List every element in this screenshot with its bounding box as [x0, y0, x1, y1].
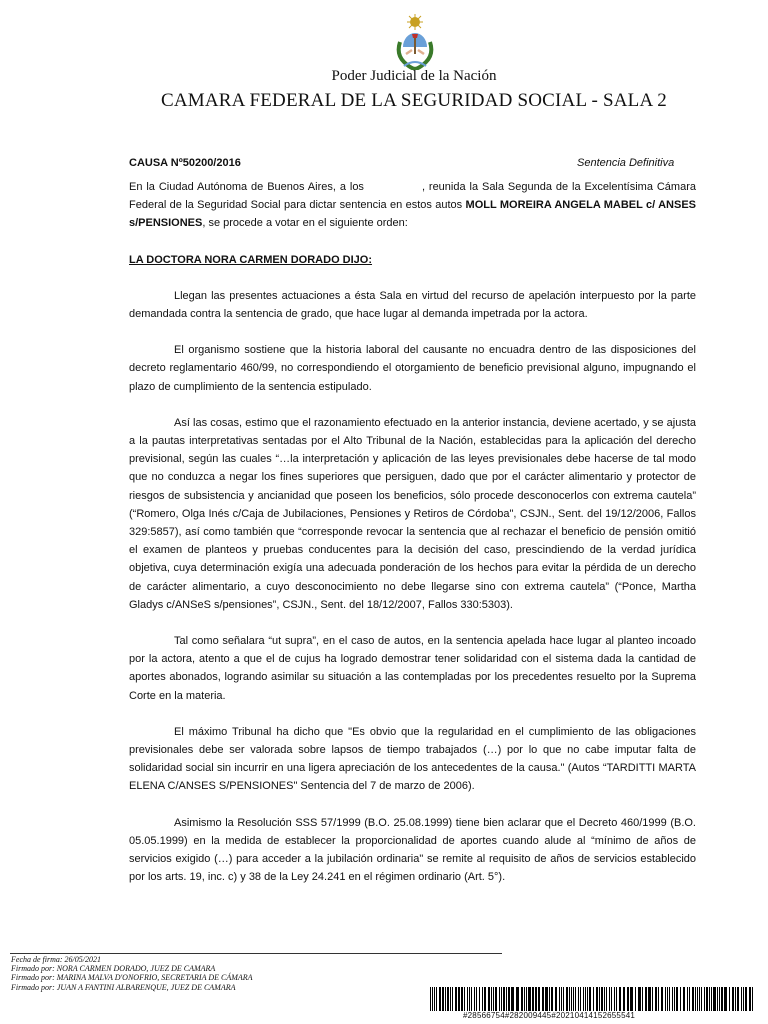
signature-line: Firmado por: NORA CARMEN DORADO, JUEZ DE CAMARA — [11, 964, 216, 974]
signature-divider — [10, 953, 502, 954]
signature-block — [11, 955, 253, 992]
intro-paragraph: En la Ciudad Autónoma de Buenos Aires, a los , reunida la Sala Segunda de la Excelentísima Cámara Federal de la Seguridad Social para dictar sentencia en estos autos MOLL MOREIRA ANGELA MABEL c/ ANSES s/PENSIONES, se procede a votar en el siguiente orden: — [129, 181, 696, 230]
institution-title: Poder Judicial de la Nación — [331, 68, 497, 84]
signature-line: Firmado por: JUAN A FANTINI ALBARENQUE, JUEZ DE CAMARA — [11, 982, 236, 992]
paragraph-2: El organismo sostiene que la historia laboral del causante no encuadra dentro de las disposiciones del decreto reglamentario 460/99, no correspondiendo el otorgamiento de beneficio previsional alguno, impugnando el plazo de cumplimiento de la sentencia estipulado. — [129, 344, 696, 393]
signature-date: Fecha de firma: 26/05/2021 — [11, 955, 101, 964]
paragraph-6: Asimismo la Resolución SSS 57/1999 (B.O. 25.08.1999) tiene bien aclarar que el Decreto 460/1999 (B.O. 05.05.1999) en la medida de establecer la proporcionalidad de aportes cuando alude al “mínimo de años de servicios exigido (…) para acceder a la jubilación ordinaria" se remite al requisito de años de servicios establecido por los arts. 19, inc. c) y 38 de la Ley 24.241 en el régimen ordinario (Art. 5°). — [129, 816, 696, 884]
barcode-number: #28566754#282009445#20210414152655541 — [463, 1011, 636, 1020]
coat-of-arms-icon — [390, 14, 440, 70]
case-number: CAUSA Nº50200/2016 — [129, 157, 241, 169]
signature-line: Firmado por: MARINA MALVA D'ONOFRIO, SECRETARIA DE CÁMARA — [11, 973, 253, 983]
document-body — [129, 178, 696, 905]
paragraph-5: El máximo Tribunal ha dicho que "Es obvio que la regularidad en el cumplimiento de las obligaciones previsionales debe ser valorada sobre lapsos de tiempo trabajados (…) por lo que no cabe imputar falta de solidaridad social sin incurrir en una ligera apreciación de los antecedentes de la causa." (Autos “TARDITTI MARTA ELENA C/ANSES S/PENSIONES" Sentencia del 7 de marzo de 2006). — [129, 725, 696, 793]
vote-heading: LA DOCTORA NORA CARMEN DORADO DIJO: — [129, 253, 373, 266]
chamber-title: CAMARA FEDERAL DE LA SEGURIDAD SOCIAL - SALA 2 — [160, 90, 668, 111]
case-parties: MOLL MOREIRA ANGELA MABEL c/ ANSES s/PENSIONES — [129, 199, 696, 230]
sentence-type: Sentencia Definitiva — [577, 157, 675, 169]
paragraph-3: Así las cosas, estimo que el razonamiento efectuado en la anterior instancia, deviene acertado, y se ajusta a la pautas interpretativas sentadas por el Alto Tribunal de la Nación, establecidas para la aplicación del derecho previsional, según las cuales “…la interpretación y aplicación de las leyes previsionales debe hacerse de tal modo que no conduzca a negar los fines superiores que persiguen, dado que por el carácter alimentario y protector de riesgos de subsistencia y ancianidad que poseen los beneficios, sólo procede desconocerlos con extrema cautela” (“Romero, Olga Inés c/Caja de Jubilaciones, Pensiones y Retiros de Córdoba", CSJN., Sent. del 19/12/2006, Fallos 329:5857), así como también que “corresponde revocar la sentencia que al rechazar el beneficio de pensión omitió el examen de planteos y pruebas conducentes para la decisión del caso, prescindiendo de la verdad jurídica objetiva, cuya determinación exigía una adecuada ponderación de los hechos para evitar la pérdida de un derecho de carácter alimentario, a cuyo desconocimiento no debe llegarse sino con extrema cautela” (“Ponce, Martha Gladys c/ANSeS s/pensiones”, CSJN., Sent. del 18/12/2007, Fallos 330:5303). — [129, 416, 696, 611]
paragraph-4: Tal como señalara “ut supra”, en el caso de autos, en la sentencia apelada hace lugar al planteo incoado por la actora, atento a que el de cujus ha logrado demostrar tener solidaridad con el sistema dada la cantidad de aportes abonados, logrando asimilar su situación a las contempladas por los precedentes resuelto por la Suprema Corte en la materia. — [129, 635, 696, 702]
barcode-icon — [430, 987, 756, 1011]
paragraph-1: Llegan las presentes actuaciones a ésta Sala en virtud del recurso de apelación interpuesto por la parte demandada contra la sentencia de grado, que hace lugar al demanda impetrada por la actora. — [129, 289, 696, 321]
